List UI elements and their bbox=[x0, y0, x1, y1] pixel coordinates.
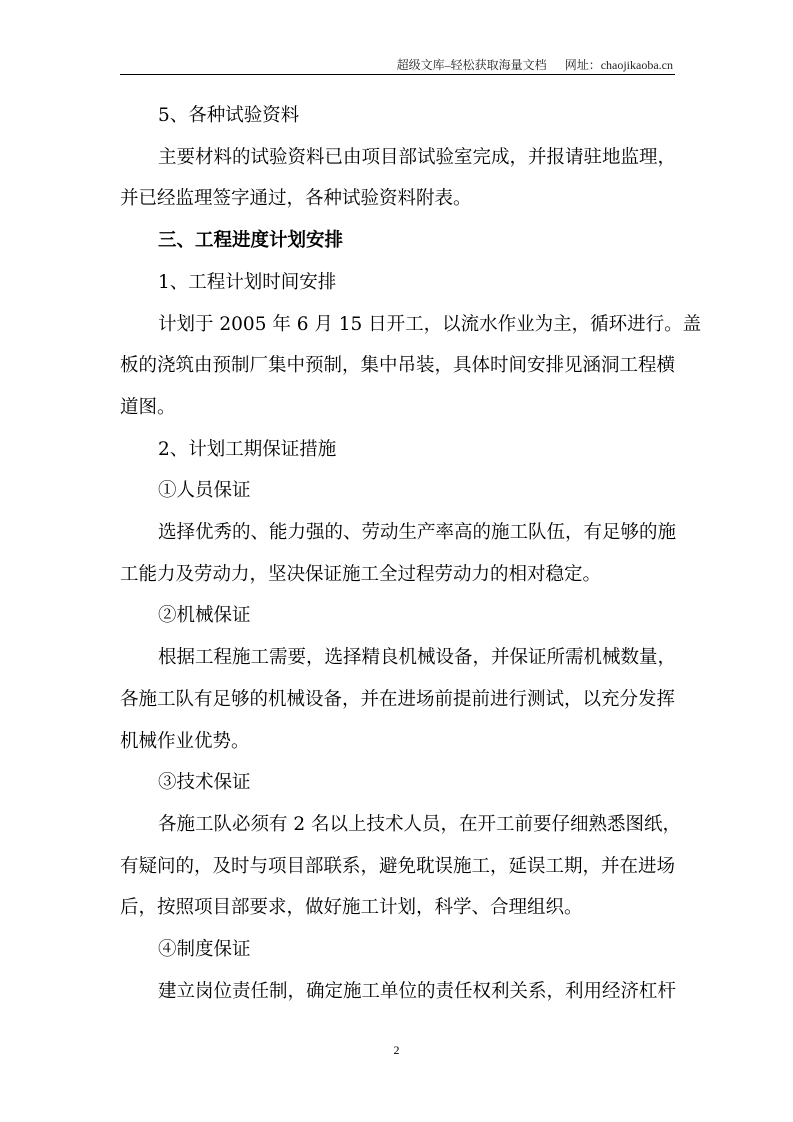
text-line: ①人员保证 bbox=[158, 480, 251, 502]
text-line: 主要材料的试验资料已由项目部试验室完成，并报请驻地监理， bbox=[158, 146, 677, 168]
text-line: 1、工程计划时间安排 bbox=[158, 271, 337, 293]
section-heading: 三、工程进度计划安排 bbox=[158, 230, 344, 252]
text-line: 有疑问的，及时与项目部联系，避免耽误施工，延误工期，并在进场 bbox=[120, 855, 676, 877]
text-line: 各施工队有足够的机械设备，并在进场前提前进行测试，以充分发挥 bbox=[120, 688, 676, 710]
page-header bbox=[397, 56, 673, 73]
text-line: 建立岗位责任制，确定施工单位的责任权利关系，利用经济杠杆 bbox=[158, 980, 677, 1002]
header-url: 网址：chaojikaoba.cn bbox=[564, 58, 673, 72]
text-line: 工能力及劳动力，坚决保证施工全过程劳动力的相对稳定。 bbox=[120, 563, 602, 585]
text-line: 选择优秀的、能力强的、劳动生产率高的施工队伍，有足够的施 bbox=[158, 522, 677, 543]
text-line: 计划于 2005 年 6 月 15 日开工，以流水作业为主，循环进行。盖 bbox=[158, 313, 702, 335]
text-line: ②机械保证 bbox=[158, 605, 251, 627]
text-line: 道图。 bbox=[120, 396, 176, 418]
text-line: 各施工队必须有 2 名以上技术人员，在开工前要仔细熟悉图纸， bbox=[158, 813, 682, 835]
text-line: ④制度保证 bbox=[158, 939, 251, 960]
text-line: 并已经监理签字通过，各种试验资料附表。 bbox=[120, 188, 472, 210]
text-line: 后，按照项目部要求，做好施工计划，科学、合理组织。 bbox=[120, 897, 583, 919]
text-line: 板的浇筑由预制厂集中预制，集中吊装，具体时间安排见涵洞工程横 bbox=[120, 355, 676, 377]
text-line: ③技术保证 bbox=[158, 772, 251, 794]
header-rule bbox=[120, 74, 675, 75]
text-line: 根据工程施工需要，选择精良机械设备，并保证所需机械数量， bbox=[158, 647, 677, 669]
text-line: 5、各种试验资料 bbox=[158, 105, 300, 126]
text-line: 2、计划工期保证措施 bbox=[158, 438, 337, 460]
header-site-name: 超级文库–轻松获取海量文档 bbox=[396, 58, 547, 72]
page-number: 2 bbox=[393, 1043, 400, 1057]
text-line: 机械作业优势。 bbox=[120, 730, 250, 752]
